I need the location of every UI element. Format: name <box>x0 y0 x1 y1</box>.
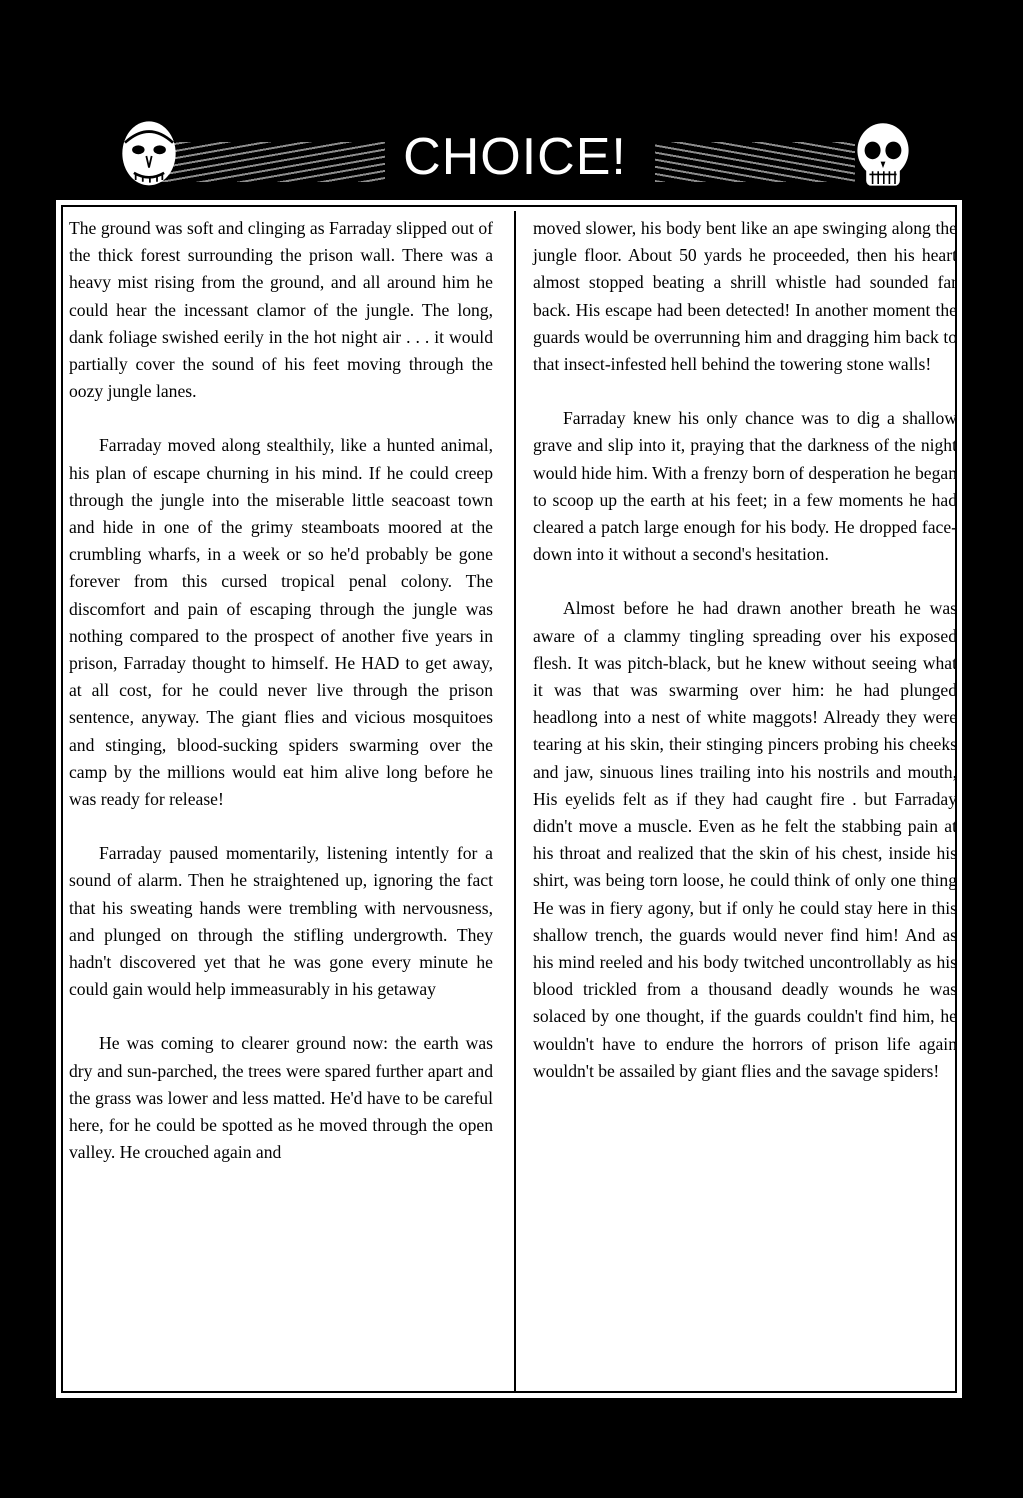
story-panel <box>56 200 962 1398</box>
page-title: CHOICE! <box>403 128 627 186</box>
skull-icon <box>847 114 919 198</box>
paragraph: The ground was soft and clinging as Farraday slipped out of the thick forest surrounding the prison wall. There was a heavy mist rising from the ground, and all around him he could hear the incessant clamor of the jungle. The long, dank foliage swished eerily in the hot night air . . . it would partially cover the sound of his feet moving through the oozy jungle lanes. <box>69 218 493 402</box>
right-column <box>533 215 957 1085</box>
decorative-band-right <box>655 142 855 182</box>
ghoul-face-icon <box>109 114 189 198</box>
paragraph: Farraday knew his only chance was to dig a shallow grave and slip into it, praying that the darkness of the night would hide him. With a frenzy born of desperation he began to scoop up the earth at his feet; in a few moments he had cleared a patch large enough for his body. He dropped face-down into it without a second's hesitation. <box>533 408 957 565</box>
title-plate <box>385 126 645 188</box>
paragraph: Almost before he had drawn another breath he was aware of a clammy tingling spreading over his exposed flesh. It was pitch-black, but he knew without seeing what it was that was swarming over him: he had plunged headlong into a nest of white maggots! Already they were tearing at his skin, their stinging pincers probing his cheeks and jaw, sinuous lines trailing into his nostrils and mouth, His eyelids felt as if they had caught fire . but Farraday didn't move a muscle. Even as he felt the stabbing pain at his throat and realized that the skin of his chest, inside his shirt, was being torn loose, he could think of only one thing He was in fiery agony, but if only he could stay here in this shallow trench, the guards would never find him! And as his mind reeled and his body twitched uncontrollably as his blood trickled from a thousand deadly wounds he was solaced by one thought, if the guards couldn't find him, he wouldn't have to endure the horrors of prison life again wouldn't be assailed by giant flies and the savage spiders! <box>533 598 957 1081</box>
paragraph: Farraday moved along stealthily, like a hunted animal, his plan of escape churning in his mind. If he could creep through the jungle into the miserable little seacoast town and hide in one of the grimy steamboats moored at the crumbling wharfs, in a week or so he'd probably be gone forever from this cursed tropical penal colony. The discomfort and pain of escaping through the jungle was nothing compared to the prospect of another five years in prison, Farraday thought to himself. He HAD to get away, at all cost, for he could never live through the prison sentence, anyway. The giant flies and vicious mosquitoes and stinging, blood-sucking spiders swarming over the camp by the millions would eat him alive long before he was ready for release! <box>69 435 493 810</box>
paragraph: Farraday paused momentarily, listening intently for a sound of alarm. Then he straightened up, ignoring the fact that his sweating hands were trembling with nervousness, and plunged on through the stifling undergrowth. They hadn't discovered yet that he was gone every minute he could gain would help immeasurably in his getaway <box>69 843 493 1000</box>
left-column <box>69 215 493 1167</box>
paragraph: He was coming to clearer ground now: the earth was dry and sun-parched, the trees were spared further apart and the grass was lower and less matted. He'd have to be careful here, for he could be spotted as he moved through the open valley. He crouched again and <box>69 1033 493 1163</box>
title-banner <box>95 112 925 200</box>
column-divider <box>514 211 516 1391</box>
paragraph: moved slower, his body bent like an ape swinging along the jungle floor. About 50 yards he proceeded, then his heart almost stopped beating a shrill whistle had sounded far back. His escape had been detected! In another moment the guards would be overrunning him and dragging him back to that insect-infested hell behind the towering stone walls! <box>533 218 957 375</box>
